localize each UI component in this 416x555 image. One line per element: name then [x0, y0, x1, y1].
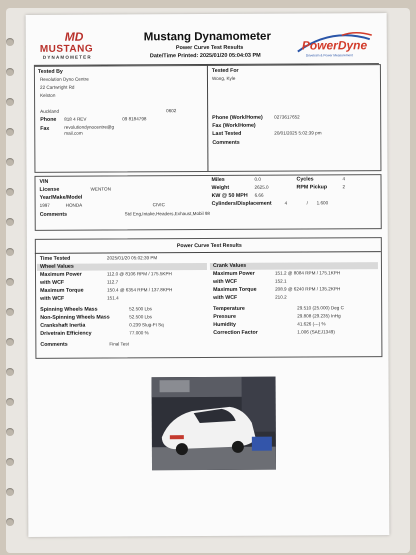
crank-values-label: Crank Values: [212, 262, 247, 269]
crank-power-wcf-label: with WCF: [213, 278, 238, 285]
binder-hole: [6, 428, 14, 436]
vin-label: VIN: [39, 178, 49, 185]
nonspinning-mass-value: 52.500 Lbs: [129, 314, 152, 320]
cylinders-displacement-label: Cylinders/Displacement: [211, 200, 272, 207]
humidity-label: Humidity: [213, 321, 236, 328]
tested-by-email-part2: mail.com: [64, 130, 83, 136]
humidity-value: 41.626 (---) %: [297, 321, 326, 327]
binder-hole: [6, 38, 14, 46]
tested-by-name: Revolution Dyno Centre: [39, 76, 89, 82]
tested-for-phone: 0273617652: [274, 114, 300, 120]
binder-hole: [6, 98, 14, 106]
vehicle-comments-label: Comments: [39, 211, 68, 218]
tested-for-name: Wong, Kyle: [211, 75, 236, 81]
drivetrain-efficiency-value: 77.000 %: [129, 330, 149, 336]
binder-hole: [6, 128, 14, 136]
vehicle-section: [34, 174, 381, 231]
date-printed: Date/Time Printed: 2025/01/20 05:04:03 PM: [149, 52, 261, 60]
binder-hole: [6, 158, 14, 166]
crank-torque-wcf-label: with WCF: [213, 294, 238, 301]
tested-for-label: Tested For: [211, 67, 239, 74]
wheel-power-wcf-label: with WCF: [40, 279, 65, 286]
crank-torque-wcf-value: 210.2: [275, 294, 287, 300]
weight-value: 2625.0: [254, 184, 269, 190]
binder-hole: [6, 338, 14, 346]
binder-hole: [6, 398, 14, 406]
wheel-values-label: Wheel Values: [39, 263, 74, 270]
powerdyne-logo: [292, 29, 376, 61]
tested-for-fax-label: Fax (Work/Home): [212, 122, 256, 129]
cycles-value: 4: [342, 176, 346, 182]
binder-holes: [6, 30, 16, 530]
wheel-max-power-value: 112.0 @ 8106 RPM / 175.5KPH: [106, 271, 172, 277]
kw50-label: KW @ 50 MPH: [211, 192, 248, 199]
cylinders-value: 4: [284, 200, 288, 206]
rpm-pickup-value: 2: [342, 184, 346, 190]
wheel-max-torque-value: 150.4 @ 6354 RPM / 137.8KPH: [107, 287, 173, 293]
binder-hole: [6, 308, 14, 316]
last-tested-label: Last Tested: [212, 130, 242, 137]
wheel-max-power-label: Maximum Power: [39, 271, 82, 278]
time-tested-label: Time Tested: [39, 255, 71, 262]
tested-for-phone-label: Phone (Work/Home): [212, 114, 263, 121]
crank-power-wcf-value: 152.1: [275, 278, 287, 284]
weight-label: Weight: [211, 184, 230, 191]
binder-hole: [6, 248, 14, 256]
cylinders-slash: /: [306, 200, 308, 206]
miles-value: 0.0: [254, 176, 261, 182]
binder-hole: [6, 368, 14, 376]
temperature-value: 29.510 (25.000) Deg C: [297, 305, 344, 311]
tested-by-address: 22 Cartwright Rd: [40, 84, 75, 90]
binder-hole: [6, 278, 14, 286]
crank-max-power-label: Maximum Power: [212, 270, 255, 277]
wheel-max-torque-label: Maximum Torque: [40, 287, 84, 294]
crank-max-torque-value: 208.9 @ 6240 RPM / 135.2KPH: [275, 286, 341, 292]
year-make-model-label: Year/Make/Model: [39, 194, 83, 201]
tested-by-fax-label: Fax: [40, 125, 50, 132]
report-title: Mustang Dynamometer: [143, 30, 271, 44]
white-honda-integra-photo: [152, 377, 276, 471]
spinning-mass-label: Spinning Wheels Mass: [40, 306, 98, 313]
binder-hole: [6, 188, 14, 196]
correction-factor-value: 1.006 (SAEJ1349): [297, 329, 335, 335]
wheel-torque-wcf-value: 151.4: [107, 295, 119, 301]
powerdyne-logo-text: PowerDyne: [301, 38, 368, 53]
vehicle-comments: Std Eng,Intake,Headers,Exhaust,Mobil 98: [124, 210, 210, 217]
crank-inertia-value: 0.239 Slug-Ft Sq: [129, 322, 164, 328]
tested-by-label: Tested By: [37, 68, 63, 75]
results-section-title: Power Curve Test Results: [176, 242, 242, 250]
vehicle-make: HONDA: [65, 202, 83, 208]
miles-label: Miles: [211, 176, 225, 183]
drivetrain-efficiency-label: Drivetrain Efficiency: [40, 330, 92, 337]
results-section: [35, 237, 383, 359]
kw50-value: 6.66: [254, 192, 264, 198]
report-subtitle: Power Curve Test Results: [175, 44, 244, 52]
binder-hole: [6, 518, 14, 526]
wheel-power-wcf-value: 112.7: [107, 279, 119, 285]
binder-hole: [6, 218, 14, 226]
tested-by-phone-label: Phone: [40, 116, 57, 123]
tested-by-email-part1: revolutiondynocentre@g: [64, 124, 115, 130]
displacement-value: 1.600: [316, 200, 329, 206]
binder-hole: [6, 458, 14, 466]
correction-factor-label: Correction Factor: [213, 329, 258, 336]
md-logo-mark: MD: [64, 29, 84, 44]
mustang-logo-text: MUSTANG: [39, 43, 94, 55]
cycles-label: Cycles: [296, 176, 314, 183]
tested-for-comments-label: Comments: [212, 139, 240, 146]
binder-hole: [6, 488, 14, 496]
car-photo: [152, 377, 276, 471]
powerdyne-tagline: Drivetrain & Power Measurement: [305, 53, 353, 58]
vehicle-year: 1997: [39, 202, 50, 208]
spinning-mass-value: 52.500 Lbs: [129, 306, 152, 312]
crank-max-power-value: 151.2 @ 8084 RPM / 175.1KPH: [274, 270, 341, 276]
pressure-label: Pressure: [213, 313, 236, 320]
license-label: License: [39, 186, 60, 193]
license-value: WENTON: [90, 186, 111, 192]
rpm-pickup-label: RPM Pickup: [296, 184, 328, 191]
results-comments-value: Final Test: [109, 341, 129, 347]
tested-by-suburb: Kelston: [40, 92, 56, 98]
time-tested-value: 2025/01/20 05:02:39 PM: [106, 255, 158, 261]
last-tested-value: 20/01/2025 5:02:39 pm: [274, 130, 322, 136]
results-comments-label: Comments: [40, 341, 68, 348]
wheel-torque-wcf-label: with WCF: [40, 295, 65, 302]
temperature-label: Temperature: [213, 305, 245, 312]
binder-hole: [6, 68, 14, 76]
dyno-report-page: [26, 13, 390, 537]
crank-max-torque-label: Maximum Torque: [213, 286, 257, 293]
tested-by-city: Auckland: [40, 108, 60, 114]
tested-by-postcode: 0602: [166, 108, 177, 114]
vehicle-model: CIVIC: [152, 202, 165, 208]
crank-inertia-label: Crankshaft Inertia: [40, 322, 86, 329]
tested-by-phone-alt: 09 8184798: [122, 116, 147, 122]
pressure-value: 29.808 (29.235) InHg: [297, 313, 341, 319]
dynamometer-logo-text: DYNAMOMETER: [42, 54, 92, 60]
nonspinning-mass-label: Non-Spinning Wheels Mass: [40, 314, 110, 321]
tested-by-phone: 818 4 REV: [64, 116, 87, 122]
